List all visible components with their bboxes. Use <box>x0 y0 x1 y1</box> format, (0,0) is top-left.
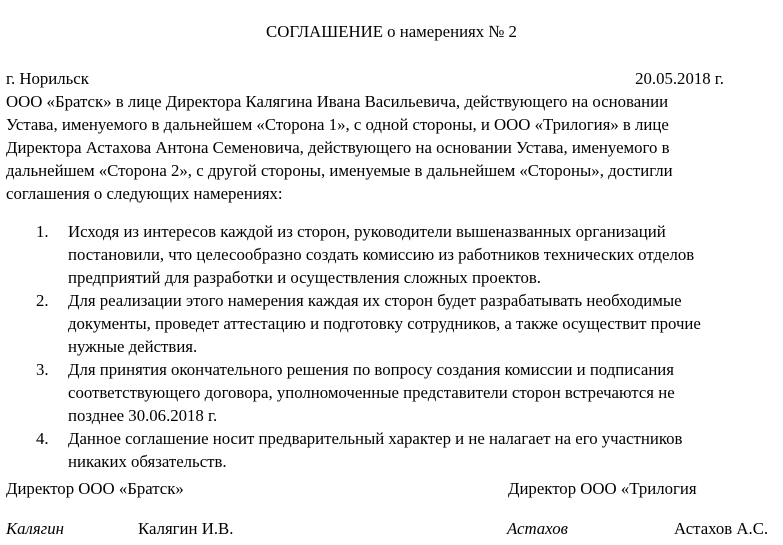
item-line: документы, проведет аттестацию и подготовку сотрудников, а также осуществит прочие <box>68 314 701 333</box>
list-item <box>6 220 778 289</box>
list-item <box>6 427 778 473</box>
right-signatory-name: Астахов А.С. <box>674 519 769 538</box>
item-line: Исходя из интересов каждой из сторон, руководители вышеназванных организаций <box>68 222 666 241</box>
item-line: постановили, что целесообразно создать комиссию из работников технических отделов <box>68 245 695 264</box>
left-signatory-title: Директор ООО «Братск» <box>6 479 184 498</box>
right-signatory-title: Директор ООО «Трилогия <box>508 479 697 498</box>
list-item <box>6 358 778 427</box>
list-item <box>6 289 778 358</box>
item-line: позднее 30.06.2018 г. <box>68 406 218 425</box>
document-date: 20.05.2018 г. <box>635 69 724 88</box>
preamble-line: Устава, именуемого в дальнейшем «Сторона 1», с одной стороны, и ООО «Трилогия» в лице <box>6 115 669 134</box>
intentions-list <box>6 220 778 473</box>
left-handwritten-signature: Калягин <box>6 519 64 538</box>
document-city: г. Норильск <box>6 69 89 88</box>
item-line: соответствующего договора, уполномоченные представители сторон встречаются не <box>68 383 675 402</box>
item-line: Для реализации этого намерения каждая их сторон будет разрабатывать необходимые <box>68 291 682 310</box>
document-title: СОГЛАШЕНИЕ о намерениях № 2 <box>266 22 517 41</box>
item-line: Данное соглашение носит предварительный характер и не налагает на его участников <box>68 429 683 448</box>
preamble-paragraph <box>6 90 778 205</box>
item-number: 1. <box>36 222 49 241</box>
preamble-line: ООО «Братск» в лице Директора Калягина Ивана Васильевича, действующего на основании <box>6 92 669 111</box>
item-line: Для принятия окончательного решения по вопросу создания комиссии и подписания <box>68 360 674 379</box>
place-date-row <box>6 67 724 90</box>
preamble-line: дальнейшем «Сторона 2», с другой стороны, именуемые в дальнейшем «Стороны», достигли <box>6 161 673 180</box>
item-line: никаких обязательств. <box>68 452 227 471</box>
item-number: 2. <box>36 291 49 310</box>
left-signatory-name: Калягин И.В. <box>138 519 234 538</box>
preamble-line: соглашения о следующих намерениях: <box>6 184 283 203</box>
item-number: 4. <box>36 429 49 448</box>
item-number: 3. <box>36 360 49 379</box>
item-line: предприятий для разработки и осуществления сложных проектов. <box>68 268 541 287</box>
item-line: нужные действия. <box>68 337 198 356</box>
preamble-line: Директора Астахова Антона Семеновича, действующего на основании Устава, именуемого в <box>6 138 670 157</box>
right-handwritten-signature: Астахов <box>507 519 568 538</box>
